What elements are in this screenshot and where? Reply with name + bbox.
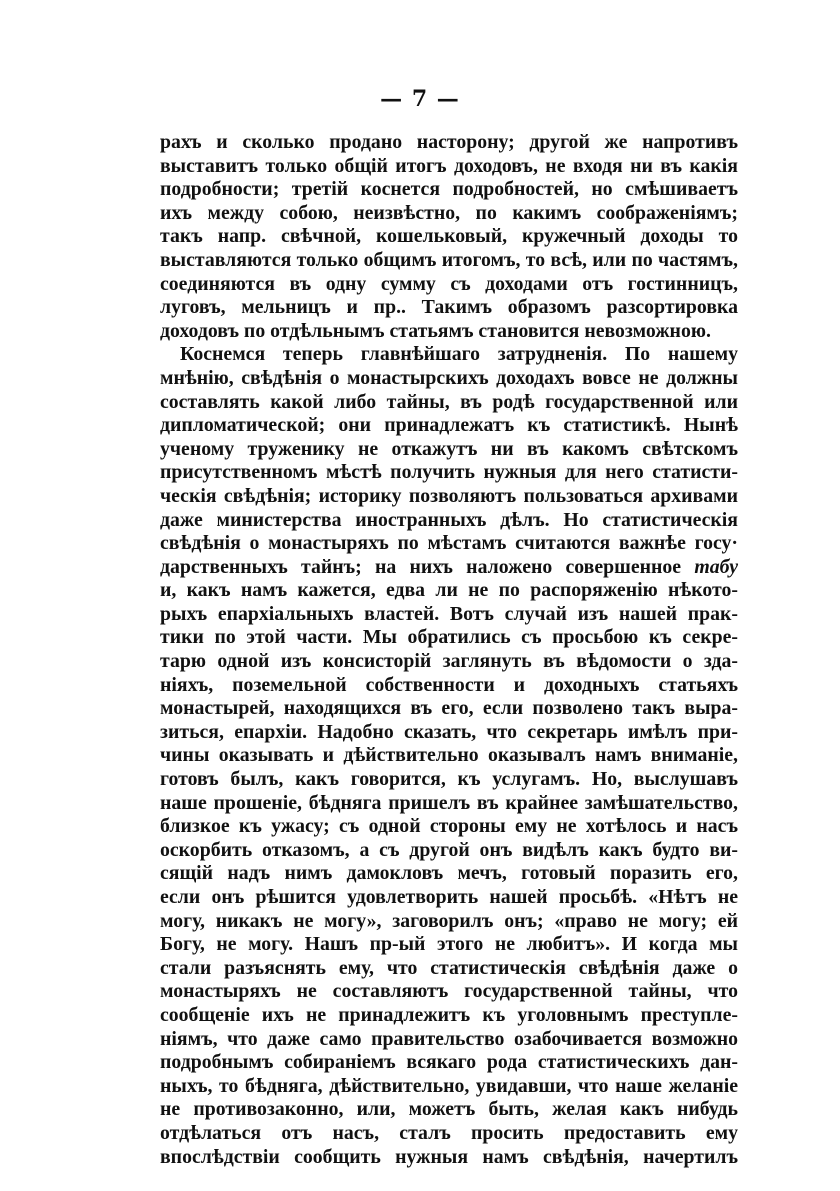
text-line: дипломатической; они принадлежатъ къ статистикѣ. Нынѣ (160, 414, 738, 437)
text-line: готовъ былъ, какъ говорится, къ услугамъ. Но, выслушавъ (160, 768, 738, 791)
body-text (160, 131, 738, 1169)
text-line: зиться, епархіи. Надобно сказать, что секретарь имѣлъ при- (160, 720, 738, 743)
text-line: луговъ, мельницъ и пр.. Такимъ образомъ разсортировка (160, 296, 738, 319)
text-line: присутственномъ мѣстѣ получить нужныя для него статисти- (160, 461, 738, 484)
text-line: если онъ рѣшится удовлетворить нашей просьбѣ. «Нѣтъ не (160, 886, 738, 908)
text-line: тарю одной изъ консисторій заглянуть въ вѣдомости о зда- (160, 650, 738, 673)
text-line: тики по этой части. Мы обратились съ просьбою къ секре- (160, 626, 738, 649)
page-number: — 7 — (380, 86, 460, 112)
text-line: могу, никакъ не могу», заговорилъ онъ; «право не могу; ей (160, 909, 738, 932)
text-line-part: дарственныхъ тайнъ; на нихъ наложено совершенное (160, 555, 682, 578)
text-line: подробнымъ собираніемъ всякаго рода статистическихъ дан- (160, 1051, 738, 1074)
paragraph-start-line: Коснемся теперь главнѣйшаго затрудненія. По нашему (180, 343, 738, 366)
text-line: составлять какой либо тайны, въ родѣ государственной или (160, 390, 738, 413)
text-line: оскорбить отказомъ, а съ другой онъ видѣлъ какъ будто ви- (160, 838, 738, 861)
text-line: и, какъ намъ кажется, едва ли не по распоряженію нѣкото- (160, 579, 738, 602)
text-line: монастыряхъ не составляютъ государственной тайны, что (160, 980, 738, 1003)
text-line: ніямъ, что даже само правительство озабочивается возможно (160, 1027, 738, 1050)
text-line: даже министерства иностранныхъ дѣлъ. Но статистическія (160, 508, 738, 531)
text-line: чины оказывать и дѣйствительно оказывалъ намъ вниманіе, (160, 744, 738, 767)
text-line: ихъ между собою, неизвѣстно, по какимъ соображеніямъ; (160, 201, 738, 224)
text-line: свѣдѣнія о монастыряхъ по мѣстамъ считаются важнѣе госу· (160, 532, 738, 555)
text-line: стали разъяснять ему, что статистическія свѣдѣнія даже о (160, 956, 738, 979)
text-line: доходовъ по отдѣльнымъ статьямъ становится невозможною. (160, 319, 711, 342)
text-line: впослѣдствіи сообщить нужныя намъ свѣдѣнія, начертилъ (160, 1145, 738, 1168)
text-line: монастырей, находящихся въ его, если позволено такъ выра- (160, 697, 738, 720)
text-line: подробности; третій коснется подробностей, но смѣшиваетъ (160, 178, 738, 201)
text-line: такъ напр. свѣчной, кошельковый, кружечный доходы то (160, 225, 738, 248)
text-line: выставляются только общимъ итогомъ, то всѣ, или по частямъ, (160, 248, 738, 271)
text-line: наше прошеніе, бѣдняга пришелъ въ крайнее замѣшательство, (160, 791, 738, 814)
text-line: рыхъ епархіальныхъ властей. Вотъ случай изъ нашей прак- (160, 602, 738, 625)
text-line: ныхъ, то бѣднягa, дѣйствительно, увидавши, что наше желаніе (160, 1074, 738, 1097)
text-line: Богу, не могу. Нашъ пр-ый этого не любитъ». И когда мы (160, 933, 738, 956)
text-line: мнѣнію, свѣдѣнія о монастырскихъ доходахъ вовсе не должны (160, 366, 738, 389)
italic-word: табу (694, 555, 738, 578)
text-line: близкое къ ужасу; съ одной стороны ему не хотѣлось и насъ (160, 815, 738, 838)
text-line: ученому труженику не откажутъ ни въ какомъ свѣтскомъ (160, 437, 738, 460)
text-line: отдѣлаться отъ насъ, сталъ просить предоставить ему (160, 1121, 738, 1144)
text-line: сящій надъ нимъ дамокловъ мечъ, готовый поразить его, (160, 862, 738, 885)
text-line: ческія свѣдѣнія; историку позволяютъ пользоваться архивами (160, 484, 738, 507)
text-line: соединяются въ одну сумму съ доходами отъ гостинницъ, (160, 272, 738, 295)
text-line: ніяхъ, поземельной собственности и доходныхъ статьяхъ (160, 673, 738, 696)
text-line-with-italic (160, 556, 738, 580)
text-line: выставитъ только общій итогъ доходовъ, не входя ни въ какія (160, 154, 738, 177)
text-line: не противозаконно, или, можетъ быть, желая какъ нибудь (160, 1098, 738, 1121)
text-line: рахъ и сколько продано насторону; другой же напротивъ (160, 131, 738, 153)
text-line: сообщеніе ихъ не принадлежитъ къ уголовнымъ преступле- (160, 1003, 738, 1026)
